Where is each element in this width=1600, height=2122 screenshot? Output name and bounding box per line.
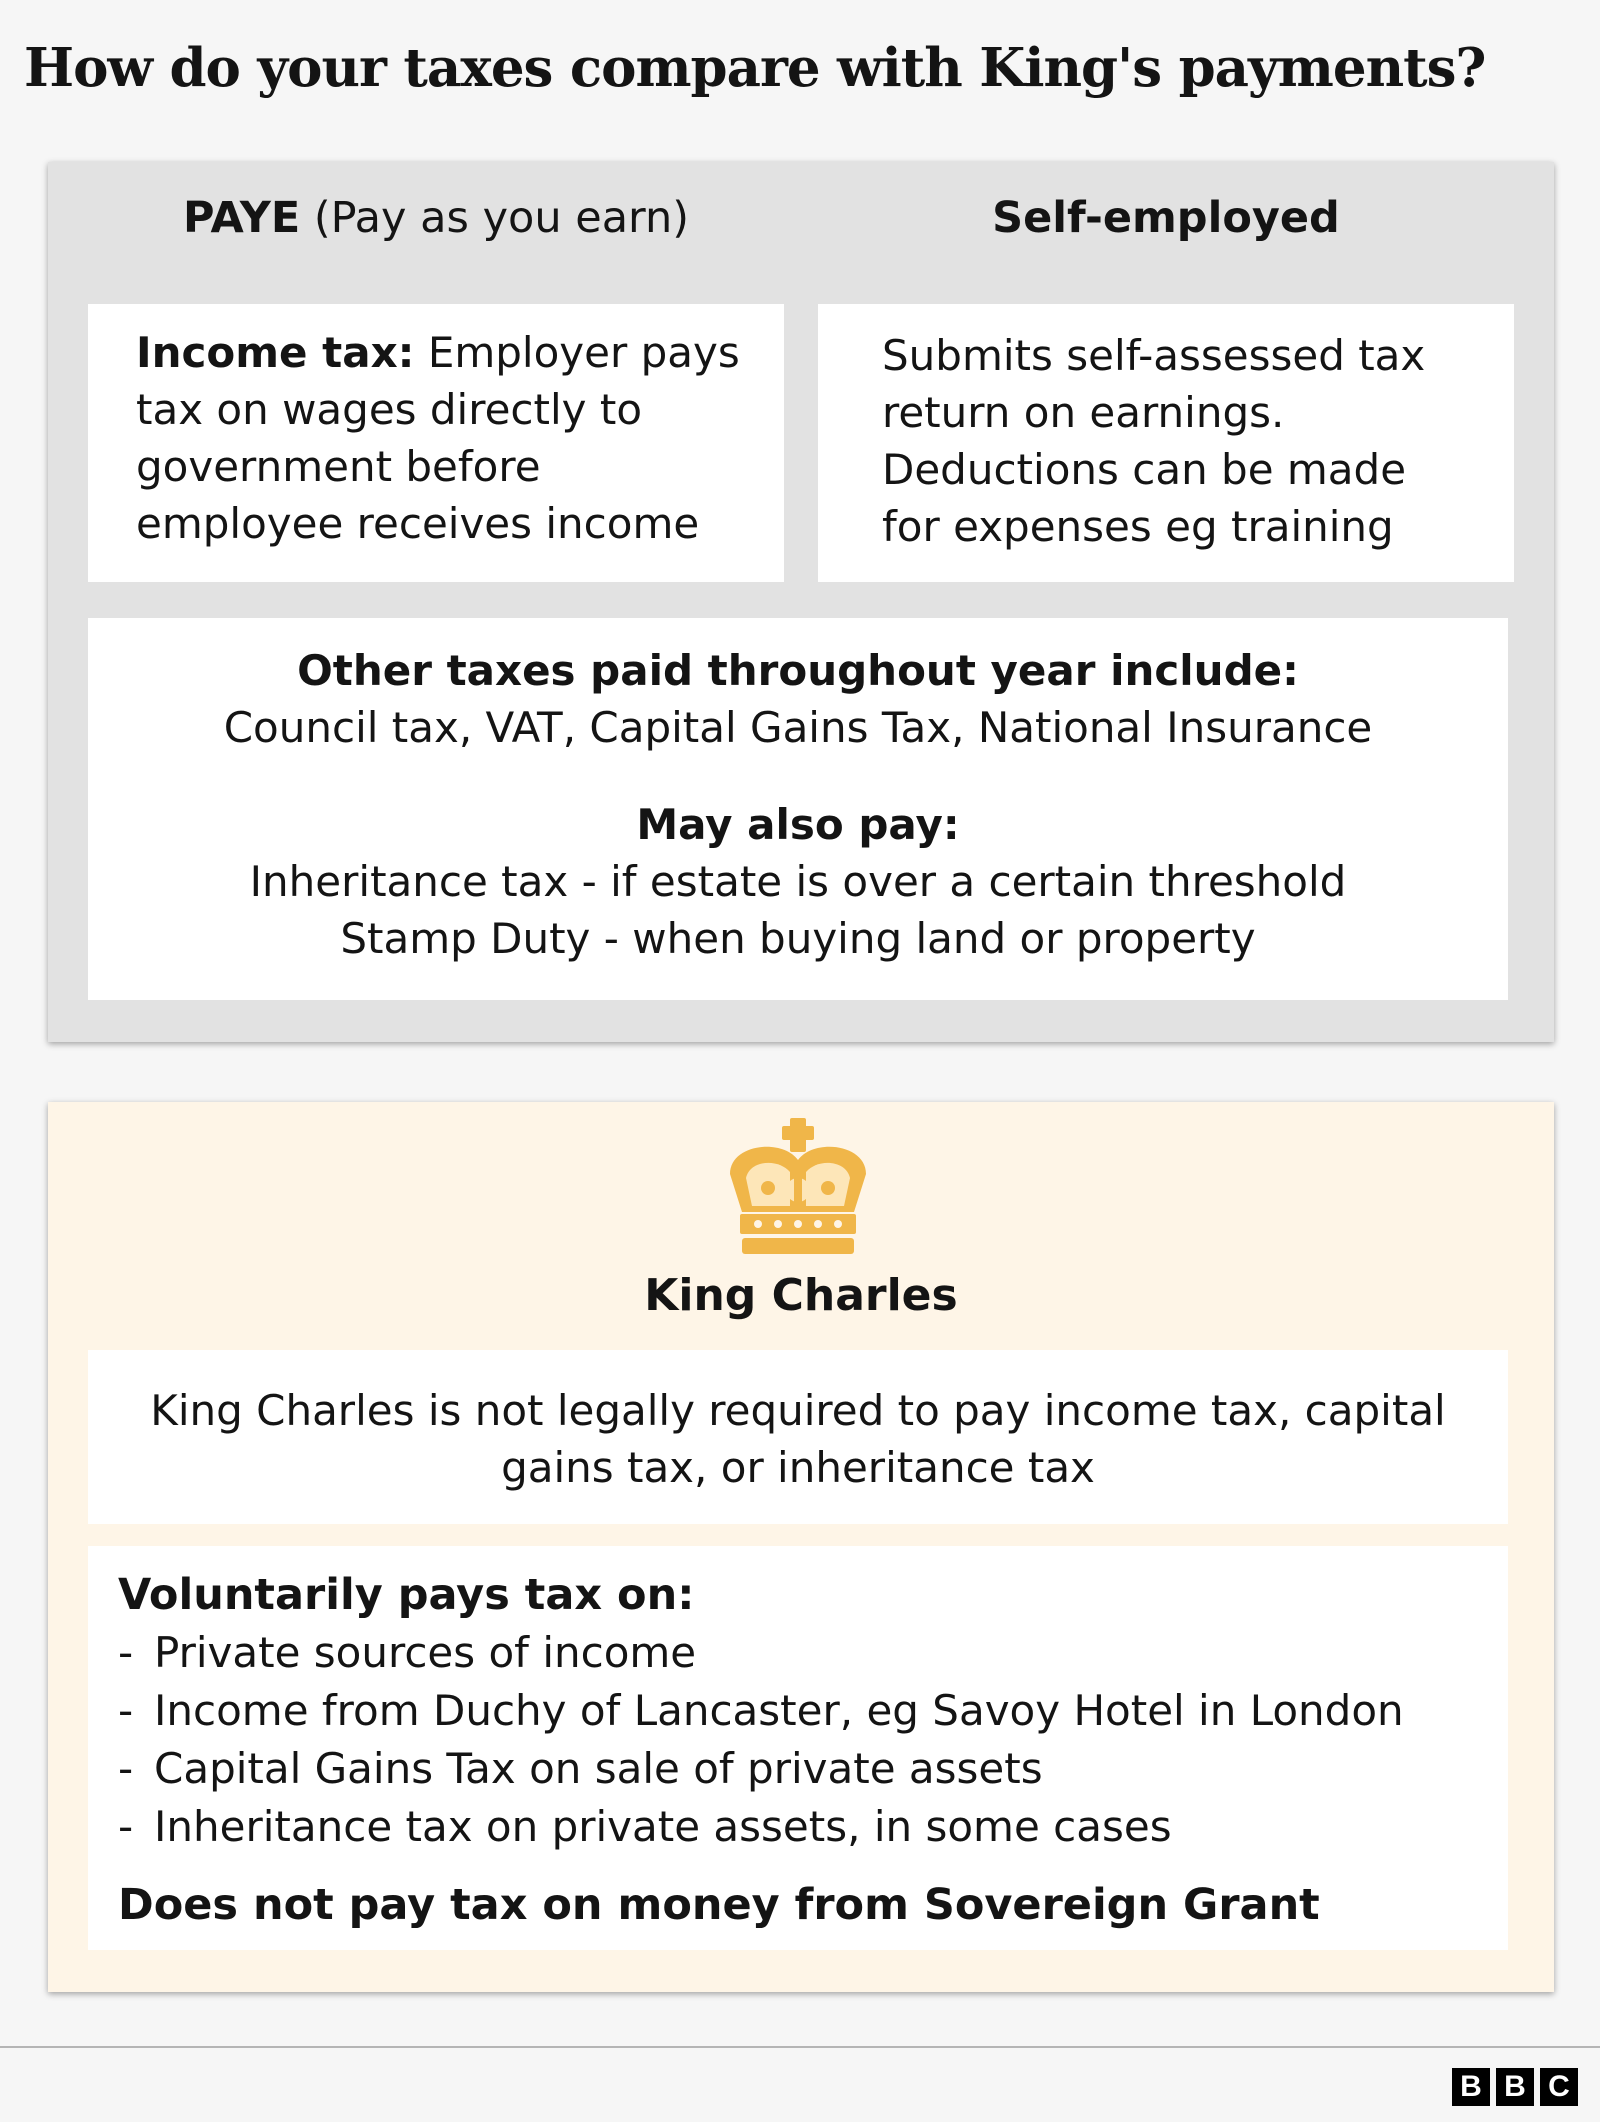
self-employed-line: Deductions can be made bbox=[882, 445, 1407, 494]
list-dash: - bbox=[118, 1802, 134, 1851]
bbc-logo-letter: B bbox=[1496, 2068, 1534, 2106]
may-also-line: Inheritance tax - if estate is over a certain threshold bbox=[249, 857, 1347, 906]
bbc-logo-letter: C bbox=[1540, 2068, 1578, 2106]
list-dash: - bbox=[118, 1628, 134, 1677]
self-employed-heading bbox=[818, 188, 1514, 248]
page-title: How do your taxes compare with King's payments? bbox=[24, 37, 1486, 99]
self-employed-line: Submits self-assessed tax bbox=[882, 331, 1426, 380]
paye-line-bold: Income tax: bbox=[136, 328, 415, 377]
other-taxes-text: Council tax, VAT, Capital Gains Tax, National Insurance bbox=[223, 703, 1373, 752]
not-required-line: gains tax, or inheritance tax bbox=[501, 1443, 1095, 1492]
paye-line-text: Employer pays bbox=[414, 328, 740, 377]
other-taxes-box bbox=[88, 618, 1508, 1000]
paye-heading bbox=[88, 188, 784, 248]
may-also-line: Stamp Duty - when buying land or property bbox=[340, 914, 1256, 963]
not-required-line: King Charles is not legally required to pay income tax, capital bbox=[150, 1386, 1446, 1435]
paye-line: government before bbox=[136, 442, 541, 491]
list-dash: - bbox=[118, 1686, 134, 1735]
self-employed-line: return on earnings. bbox=[882, 388, 1285, 437]
voluntary-list bbox=[118, 1624, 1508, 1856]
crown-icon bbox=[722, 1116, 874, 1256]
list-item bbox=[118, 1740, 1508, 1798]
king-heading: King Charles bbox=[644, 1270, 958, 1321]
self-employed-box bbox=[818, 304, 1514, 582]
list-item bbox=[118, 1798, 1508, 1856]
voluntary-heading: Voluntarily pays tax on: bbox=[118, 1570, 695, 1620]
not-required-box bbox=[88, 1350, 1508, 1524]
bbc-logo-letter: B bbox=[1452, 2068, 1490, 2106]
paye-line: tax on wages directly to bbox=[136, 385, 643, 434]
list-item-text: Inheritance tax on private assets, in some cases bbox=[154, 1802, 1172, 1851]
list-item-text: Capital Gains Tax on sale of private assets bbox=[154, 1744, 1043, 1793]
paye-line bbox=[136, 324, 784, 381]
paye-line: employee receives income bbox=[136, 499, 700, 548]
self-employed-heading-text: Self-employed bbox=[992, 193, 1340, 243]
bbc-logo bbox=[1452, 2068, 1578, 2106]
sovereign-grant-note: Does not pay tax on money from Sovereign Grant bbox=[118, 1880, 1320, 1930]
list-item bbox=[118, 1682, 1508, 1740]
may-also-heading: May also pay: bbox=[636, 800, 960, 849]
list-dash: - bbox=[118, 1744, 134, 1793]
footer-divider bbox=[0, 2046, 1600, 2048]
list-item-text: Private sources of income bbox=[154, 1628, 697, 1677]
paye-heading-bold: PAYE bbox=[182, 193, 301, 243]
list-item-text: Income from Duchy of Lancaster, eg Savoy Hotel in London bbox=[154, 1686, 1404, 1735]
paye-box bbox=[88, 304, 784, 582]
list-item bbox=[118, 1624, 1508, 1682]
paye-heading-subtitle: (Pay as you earn) bbox=[300, 193, 689, 243]
self-employed-line: for expenses eg training bbox=[882, 502, 1394, 551]
other-taxes-heading: Other taxes paid throughout year include: bbox=[297, 646, 1299, 695]
voluntary-box bbox=[88, 1546, 1508, 1950]
